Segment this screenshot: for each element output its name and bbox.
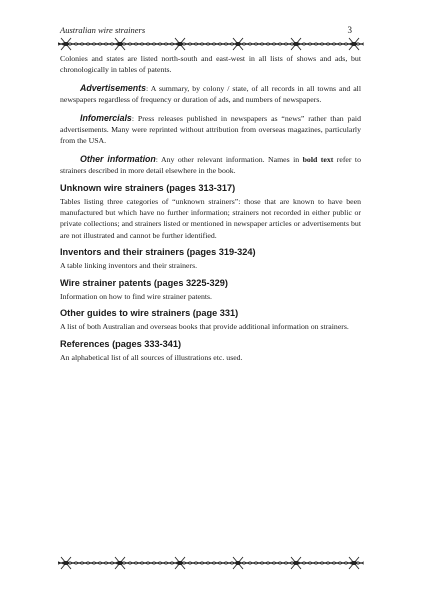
- advertisements-text: : A summary, by colony / state, of all records in all towns and all newspapers regardless of frequency or duration of ads, and numbers of newspapers.: [60, 83, 361, 105]
- barbed-wire-icon: [58, 37, 364, 51]
- bold-text-example: bold text: [302, 154, 334, 164]
- barb-knot-icon: [115, 557, 125, 569]
- advertisements-paragraph: [60, 83, 361, 106]
- other-information-term: Other information: [80, 153, 156, 164]
- section-heading-patents: Wire strainer patents (pages 3225-329): [60, 277, 228, 288]
- infomercials-text: : Press releases published in newspapers as “news” rather than paid advertisements. Many were reprinted without attribution from overseas magazines, particularly from the USA.: [60, 113, 361, 146]
- section-heading-references: References (pages 333-341): [60, 338, 182, 349]
- barb-knot-icon: [291, 38, 301, 50]
- section-heading-inventors: Inventors and their strainers (pages 319-324): [60, 247, 256, 258]
- section-text-inventors: A table linking inventors and their strainers.: [60, 261, 198, 271]
- barb-knot-icon: [291, 557, 301, 569]
- page-body: [60, 53, 361, 363]
- barb-knot-icon: [61, 557, 71, 569]
- barb-knot-icon: [61, 38, 71, 50]
- other-information-text-after: refer to strainers described in more detail elsewhere in the book.: [60, 154, 361, 176]
- section-text-other-guides: A list of both Australian and overseas books that provide additional information on strainers.: [60, 322, 349, 332]
- section-heading-unknown-strainers: Unknown wire strainers (pages 313-317): [60, 182, 236, 193]
- barb-knot-icon: [175, 557, 185, 569]
- barbed-wire-top-divider: [58, 37, 364, 51]
- section-text-references: An alphabetical list of all sources of illustrations etc. used.: [60, 352, 243, 362]
- barb-knot-icon: [115, 38, 125, 50]
- section-text-patents: Information on how to find wire strainer patents.: [60, 291, 213, 301]
- page-number: 3: [347, 25, 352, 35]
- infomercials-term: Infomercials: [80, 112, 132, 123]
- intro-paragraph: Colonies and states are listed north-south and east-west in all lists of shows and ads, but chronologically in tables of patents.: [60, 54, 361, 75]
- barb-knot-icon: [349, 38, 359, 50]
- infomercials-paragraph: [60, 113, 361, 147]
- barbed-wire-bottom-divider: [58, 556, 364, 570]
- barb-knot-icon: [349, 557, 359, 569]
- section-text-unknown-strainers: Tables listing three categories of “unknown strainers”: those that are known to have been manufactured but which have no further information; strainers not recorded in either public or private collections; and strainers listed or mentioned in newspaper articles or advertisements but are not illustrated and cannot be further identified.: [60, 196, 361, 240]
- barbed-wire-icon: [58, 556, 364, 570]
- page-header: [60, 25, 352, 37]
- other-information-text-before: : Any other relevant information. Names in: [155, 154, 303, 164]
- running-title: Australian wire strainers: [60, 25, 146, 35]
- section-heading-other-guides: Other guides to wire strainers (page 331): [60, 308, 239, 319]
- advertisements-term: Advertisements: [80, 82, 147, 93]
- barb-knot-icon: [175, 38, 185, 50]
- other-information-paragraph: [60, 154, 361, 177]
